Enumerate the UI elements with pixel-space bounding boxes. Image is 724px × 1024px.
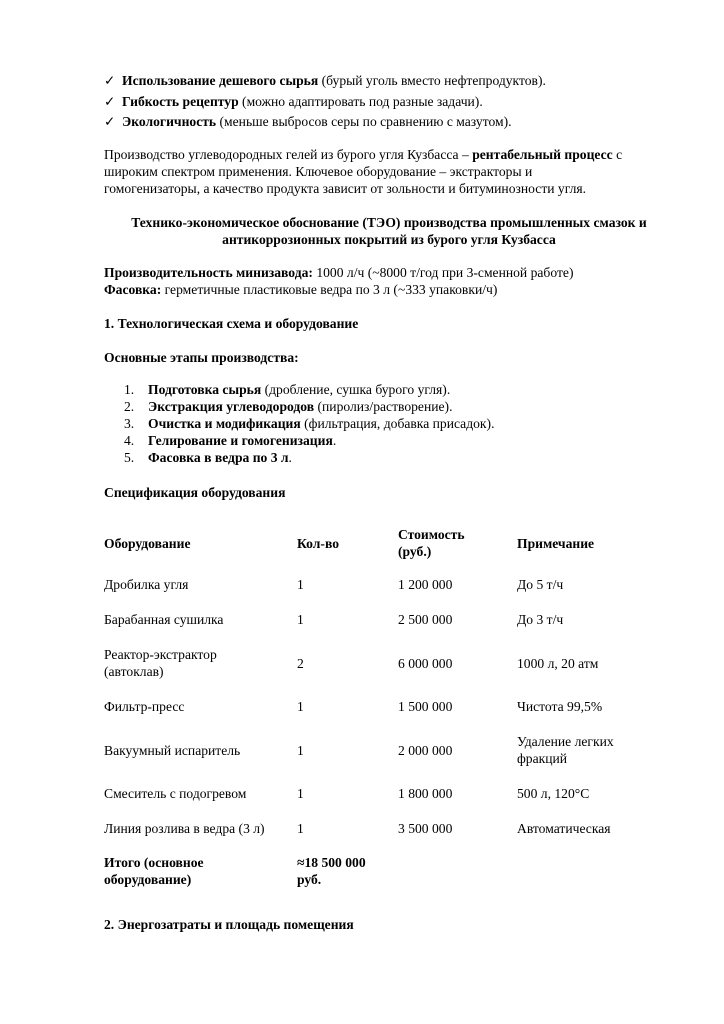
stage-item: 1. Подготовка сырья (дробление, сушка бурого угля). (124, 382, 451, 397)
packing-line: Фасовка: герметичные пластиковые ведра по 3 л (~333 упаковки/ч) (104, 282, 498, 297)
table-total-label: Итого (основное оборудование) (104, 855, 204, 887)
table-cell-qty: 1 (297, 577, 304, 592)
check-icon: ✓ (104, 114, 116, 129)
table-cell-note: Автоматическая (517, 821, 611, 836)
benefit-item: ✓ Использование дешевого сырья (бурый уголь вместо нефтепродуктов). (104, 73, 546, 88)
table-cell-cost: 2 000 000 (398, 743, 453, 758)
table-cell-qty: 1 (297, 743, 304, 758)
table-total-value: ≈18 500 000 руб. (297, 855, 366, 887)
stage-item: 2. Экстракция углеводородов (пиролиз/растворение). (124, 399, 453, 414)
section-2-heading: 2. Энергозатраты и площадь помещения (104, 917, 354, 932)
table-cell-qty: 1 (297, 612, 304, 627)
table-cell-cost: 6 000 000 (398, 656, 453, 671)
table-cell-cost: 2 500 000 (398, 612, 453, 627)
table-cell-qty: 1 (297, 699, 304, 714)
table-cell-note: До 5 т/ч (517, 577, 564, 592)
capacity-line: Производительность минизавода: 1000 л/ч (~8000 т/год при 3-сменной работе) (104, 265, 574, 280)
table-cell-cost: 1 800 000 (398, 786, 453, 801)
table-cell-qty: 1 (297, 786, 304, 801)
table-cell-name: Вакуумный испаритель (104, 743, 241, 758)
table-header-note: Примечание (517, 536, 595, 551)
teo-title: Технико-экономическое обоснование (ТЭО) производства промышленных смазок и антикоррозионных покрытий из бурого угля Кузбасса (131, 215, 647, 247)
table-cell-note: До 3 т/ч (517, 612, 564, 627)
table-cell-qty: 2 (297, 656, 304, 671)
table-cell-note: Удаление легких фракций (517, 734, 614, 766)
benefit-item: ✓ Экологичность (меньше выбросов серы по сравнению с мазутом). (104, 114, 512, 129)
table-cell-name: Линия розлива в ведра (3 л) (104, 821, 265, 836)
table-cell-note: Чистота 99,5% (517, 699, 603, 714)
stages-heading: Основные этапы производства: (104, 350, 299, 365)
table-cell-cost: 3 500 000 (398, 821, 453, 836)
table-cell-name: Барабанная сушилка (104, 612, 224, 627)
stage-item: 5. Фасовка в ведра по 3 л. (124, 450, 292, 465)
table-cell-name: Фильтр-пресс (104, 699, 185, 714)
stage-item: 4. Гелирование и гомогенизация. (124, 433, 337, 448)
benefit-item: ✓ Гибкость рецептур (можно адаптировать под разные задачи). (104, 94, 483, 109)
table-cell-name: Дробилка угля (104, 577, 189, 592)
spec-heading: Спецификация оборудования (104, 485, 286, 500)
summary-paragraph: Производство углеводородных гелей из бурого угля Кузбасса – рентабельный процесс с широким спектром применения. Ключевое оборудование – экстракторы и гомогенизаторы, а качество продукта зависит от зольности и битуминозности угля. (104, 147, 623, 196)
table-cell-name: Смеситель с подогревом (104, 786, 247, 801)
table-cell-name: Реактор-экстрактор (автоклав) (104, 647, 217, 679)
table-cell-note: 500 л, 120°C (517, 786, 590, 801)
check-icon: ✓ (104, 73, 116, 88)
table-cell-cost: 1 200 000 (398, 577, 453, 592)
check-icon: ✓ (104, 94, 116, 109)
table-header-qty: Кол-во (297, 536, 339, 551)
table-cell-cost: 1 500 000 (398, 699, 453, 714)
table-header-equipment: Оборудование (104, 536, 191, 551)
table-cell-qty: 1 (297, 821, 304, 836)
stage-item: 3. Очистка и модификация (фильтрация, добавка присадок). (124, 416, 495, 431)
section-1-heading: 1. Технологическая схема и оборудование (104, 316, 359, 331)
table-cell-note: 1000 л, 20 атм (517, 656, 599, 671)
table-header-cost: Стоимость (руб.) (398, 527, 465, 559)
